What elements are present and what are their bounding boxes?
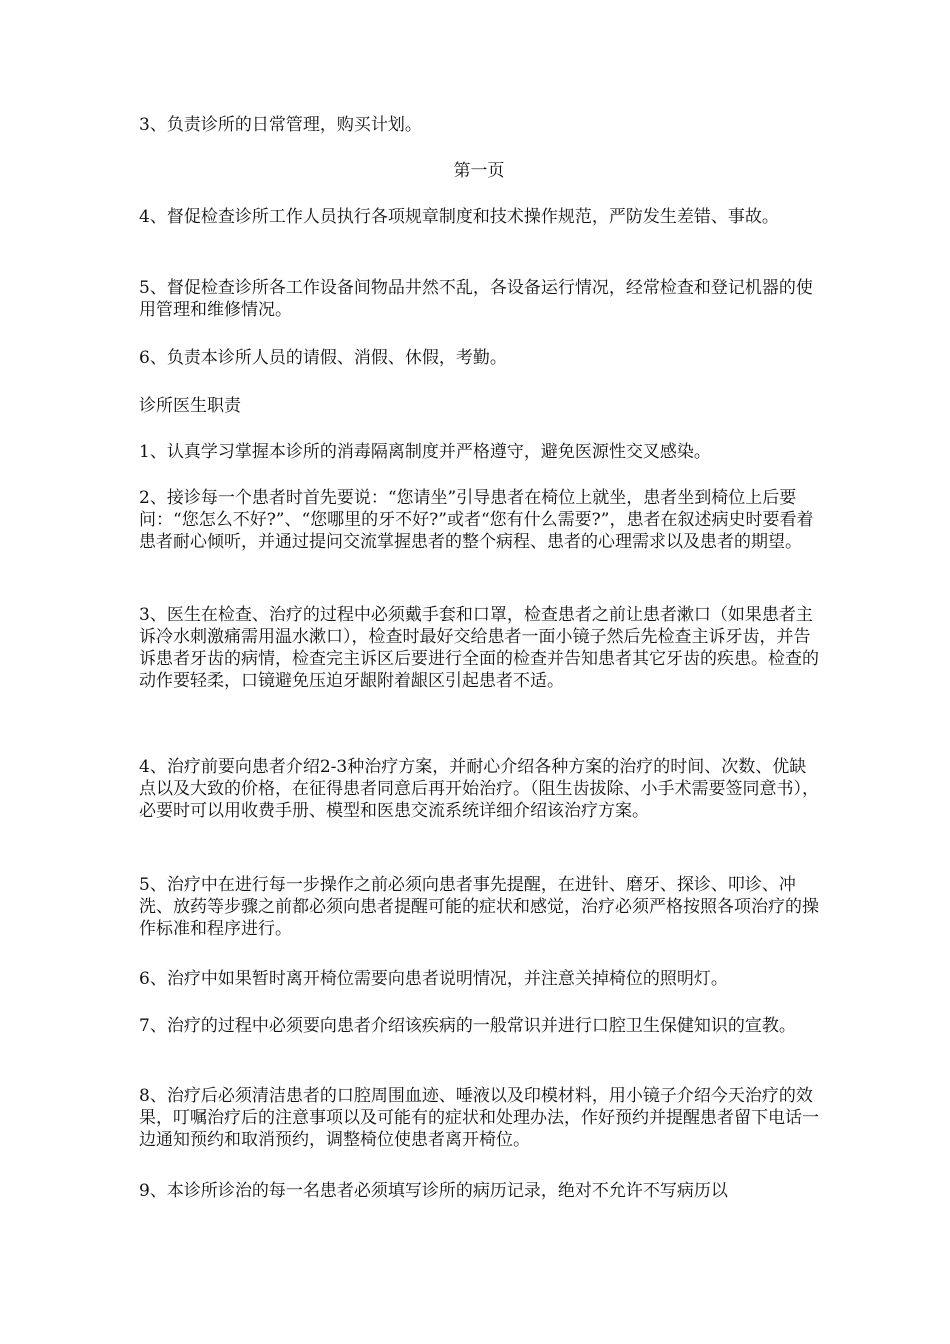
paragraph-doctor-4: 4、治疗前要向患者介绍2-3种治疗方案，并耐心介绍各种方案的治疗的时间、次数、优缺点以及大致的价格，在征得患者同意后再开始治疗。（阻生齿拔除、小手术需要签同意书），必要时可以用收费手册、模型和医患交流系统详细介绍该治疗方案。: [139, 757, 819, 821]
paragraph-duty-6: 6、负责本诊所人员的请假、消假、休假，考勤。: [139, 348, 507, 368]
paragraph-duty-3: 3、负责诊所的日常管理，购买计划。: [139, 115, 422, 135]
paragraph-doctor-7: 7、治疗的过程中必须要向患者介绍该疾病的一般常识并进行口腔卫生保健知识的宣教。: [139, 1016, 796, 1036]
paragraph-doctor-2: 2、接诊每一个患者时首先要说：“您请坐”引导患者在椅位上就坐，患者坐到椅位上后要问：“您怎么不好?”、“您哪里的牙不好?”或者“您有什么需要?”，患者在叙述病史时要看着患者耐心倾听，并通过提问交流掌握患者的整个病程、患者的心理需求以及患者的期望。: [139, 488, 814, 552]
paragraph-doctor-3: 3、医生在检查、治疗的过程中必须戴手套和口罩，检查患者之前让患者漱口（如果患者主诉冷水刺激痛需用温水漱口），检查时最好交给患者一面小镜子然后先检查主诉牙齿，并告诉患者牙齿的病情，检查完主诉区后要进行全面的检查并告知患者其它牙齿的疾患。检查的动作要轻柔，口镜避免压迫牙龈附着龈区引起患者不适。: [139, 605, 819, 691]
paragraph-duty-5: 5、督促检查诊所各工作设备间物品井然不乱，各设备运行情况，经常检查和登记机器的使用管理和维修情况。: [139, 278, 813, 320]
paragraph-duty-4: 4、督促检查诊所工作人员执行各项规章制度和技术操作规范，严防发生差错、事故。: [139, 207, 779, 227]
page-number-label: 第一页: [453, 161, 505, 181]
paragraph-doctor-5: 5、治疗中在进行每一步操作之前必须向患者事先提醒，在进针、磨牙、探诊、叩诊、冲洗、放药等步骤之前都必须向患者提醒可能的症状和感觉，治疗必须严格按照各项治疗的操作标准和程序进行。: [139, 875, 819, 939]
section-heading-doctor-duties: 诊所医生职责: [139, 396, 241, 416]
paragraph-doctor-1: 1、认真学习掌握本诊所的消毒隔离制度并严格遵守，避免医源性交叉感染。: [139, 442, 711, 462]
paragraph-doctor-8: 8、治疗后必须清洁患者的口腔周围血迹、唾液以及印模材料，用小镜子介绍今天治疗的效果，叮嘱治疗后的注意事项以及可能有的症状和处理办法，作好预约并提醒患者留下电话一边通知预约和取消预约，调整椅位使患者离开椅位。: [139, 1086, 819, 1150]
paragraph-doctor-6: 6、治疗中如果暂时离开椅位需要向患者说明情况，并注意关掉椅位的照明灯。: [139, 969, 728, 989]
paragraph-doctor-9: 9、本诊所诊治的每一名患者必须填写诊所的病历记录，绝对不允许不写病历以: [139, 1181, 728, 1201]
